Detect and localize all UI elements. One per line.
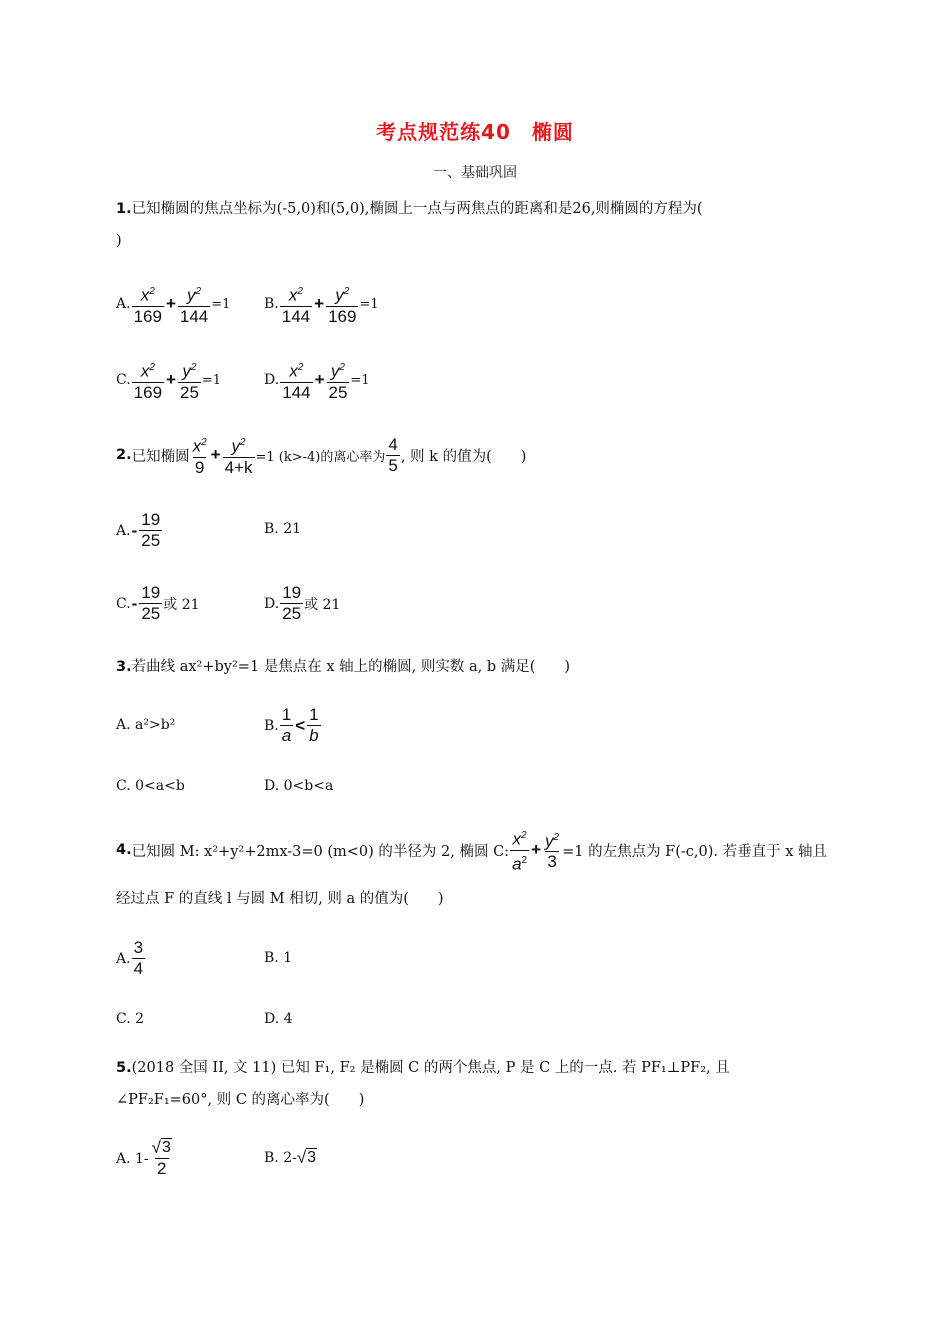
q3-option-a[interactable] — [116, 717, 175, 733]
fraction: $\frac{x^2}{169}$ — [133, 361, 163, 402]
question-1 — [116, 199, 703, 219]
question-5-line2 — [116, 1090, 364, 1110]
question-number: 5. — [116, 1060, 132, 1076]
option-label: B. 21 — [264, 521, 302, 537]
q5-option-b[interactable] — [264, 1148, 317, 1168]
question-text: ∠PF₂F₁=60°, 则 C 的离心率为( ) — [116, 1092, 365, 1108]
question-number: 2. — [116, 447, 132, 464]
option-label: D. — [264, 595, 280, 612]
q4-option-a[interactable] — [116, 938, 146, 979]
question-text: ) — [116, 233, 122, 249]
option-label: A. 1- — [116, 1150, 149, 1167]
fraction: $\frac{x^2}{a^2}$ — [512, 829, 528, 874]
q1-option-a[interactable]: A. $\frac{x^2}{169}$ + $\frac{y^2}{144}$ =1 — [116, 282, 230, 327]
q1-option-c[interactable]: C. $\frac{x^2}{169}$ + $\frac{y^2}{25}$ =1 — [116, 358, 221, 403]
q4-option-c[interactable] — [116, 1011, 144, 1027]
fraction: $\frac{1}{a}$ — [281, 705, 292, 745]
q3-option-c[interactable] — [116, 778, 185, 794]
option-label: B. 1 — [264, 950, 293, 966]
option-label: A. — [116, 296, 131, 313]
question-text: 已知椭圆的焦点坐标为(-5,0)和(5,0),椭圆上一点与两焦点的距离和是26,则椭圆的方程为( — [131, 201, 703, 217]
fraction: $\frac{x^2}{144}$ — [281, 285, 311, 326]
question-5 — [116, 1058, 730, 1078]
question-4-line2 — [116, 889, 444, 909]
fraction: $\frac{x^2}{9}$ — [192, 436, 207, 477]
fraction: $\frac{y^2}{25}$ — [328, 361, 348, 402]
q1-option-d[interactable]: D. $\frac{x^2}{144}$ + $\frac{y^2}{25}$ =1 — [264, 358, 370, 403]
square-root: √ 3 — [151, 1138, 171, 1157]
q3-option-b[interactable]: B. $\frac{1}{a}$ < $\frac{1}{b}$ — [264, 705, 319, 745]
section-heading: 一、基础巩固 — [433, 165, 517, 181]
question-number: 4. — [116, 842, 132, 859]
question-text: 经过点 F 的直线 l 与圆 M 相切, 则 a 的值为( ) — [116, 891, 444, 907]
q4-option-d[interactable] — [264, 1011, 293, 1027]
option-label: C. — [116, 595, 131, 612]
fraction: $\frac{1}{b}$ — [309, 705, 319, 745]
q2-option-b[interactable] — [264, 521, 301, 537]
fraction: $\frac{19}{25}$ — [141, 510, 161, 550]
q2-option-d[interactable]: D. $\frac{19}{25}$ 或 21 — [264, 583, 341, 623]
fraction: $\frac{y^2}{3}$ — [545, 831, 560, 872]
fraction: $\frac{y^2}{25}$ — [179, 361, 199, 402]
fraction: $\frac{y^2}{144}$ — [179, 285, 209, 326]
q5-option-a[interactable] — [116, 1138, 175, 1179]
question-number: 1. — [116, 201, 132, 217]
option-label: D. — [264, 372, 280, 389]
option-label: C. 2 — [116, 1011, 145, 1027]
fraction: $\frac{y^2}{169}$ — [328, 285, 357, 326]
option-label: B. — [264, 717, 279, 734]
fraction: $\frac{y^2}{4+k}$ — [224, 436, 253, 477]
fraction: $\frac{19}{25}$ — [141, 583, 161, 623]
question-1-line2 — [116, 231, 122, 251]
q3-option-d[interactable] — [264, 778, 333, 794]
q2-option-a[interactable]: A. - $\frac{19}{25}$ — [116, 510, 161, 550]
q1-option-b[interactable]: B. $\frac{x^2}{144}$ + $\frac{y^2}{169}$ =1 — [264, 282, 379, 327]
option-label: C. — [116, 372, 131, 389]
fraction: $\frac{x^2}{169}$ — [133, 285, 162, 326]
fraction: $\frac{3}{4}$ — [133, 938, 144, 978]
option-label: C. 0<a<b — [116, 778, 185, 794]
option-label: A. — [116, 950, 131, 967]
question-3 — [116, 657, 570, 677]
question-4: 4. 已知圆 M: x²+y²+2mx-3=0 (m<0) 的半径为 2, 椭圆 C: $\frac{x^2}{a^2}$ + $\frac{y^2}{3}$ =1 的左焦点为 F(-c,0). 若垂直于 x 轴且 — [116, 826, 827, 874]
q2-option-c[interactable]: C. - $\frac{19}{25}$ 或 21 — [116, 583, 200, 623]
fraction: √ 3 2 — [151, 1138, 171, 1178]
option-label: D. 4 — [264, 1011, 293, 1027]
fraction: $\frac{19}{25}$ — [282, 583, 302, 623]
option-label: B. — [264, 296, 279, 313]
question-text: 若曲线 ax²+by²=1 是焦点在 x 轴上的椭圆, 则实数 a, b 满足( ) — [131, 659, 571, 675]
question-2: 2. 已知椭圆 $\frac{x^2}{9}$ + $\frac{y^2}{4+k}$ =1 (k>-4)的离心率为 $\frac{4}{5}$ , 则 k 的值为( ) — [116, 434, 527, 477]
fraction: $\frac{4}{5}$ — [388, 434, 398, 475]
fraction: $\frac{x^2}{144}$ — [282, 361, 311, 402]
question-text: (2018 全国 II, 文 11) 已知 F₁, F₂ 是椭圆 C 的两个焦点, P 是 C 上的一点. 若 PF₁⊥PF₂, 且 — [131, 1060, 730, 1076]
option-label: D. 0<b<a — [264, 778, 334, 794]
option-label: A. a²>b² — [116, 717, 176, 733]
q4-option-b[interactable] — [264, 950, 292, 966]
page-title: 考点规范练40 椭圆 — [376, 120, 574, 144]
question-number: 3. — [116, 659, 132, 675]
option-label: B. 2- — [264, 1150, 297, 1166]
square-root: √ 3 — [296, 1148, 317, 1167]
option-label: A. — [116, 522, 131, 539]
